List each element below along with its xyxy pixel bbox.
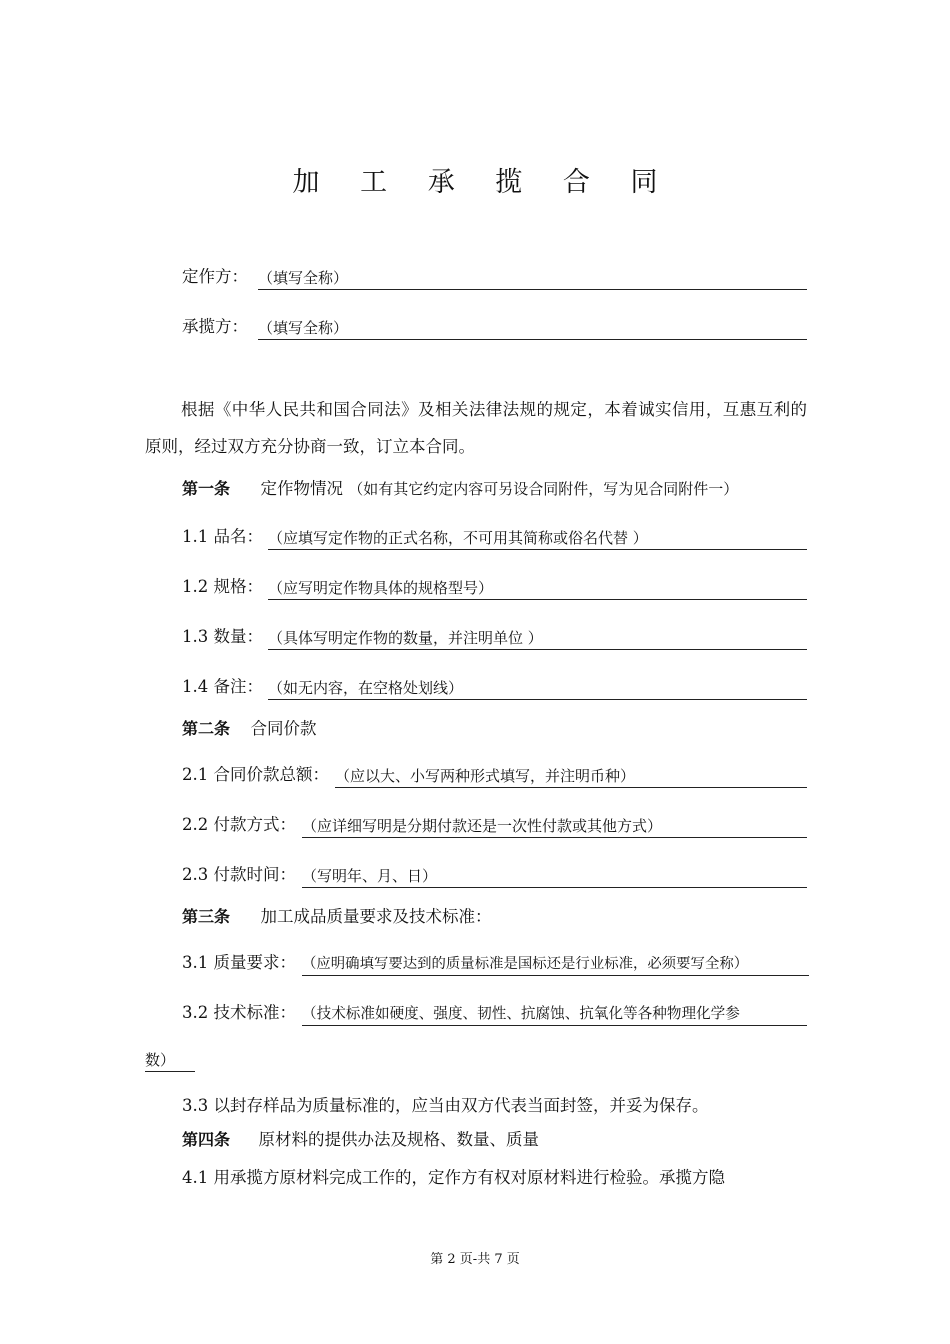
item-spec-field[interactable]: （应写明定作物具体的规格型号） [268, 577, 807, 600]
article4-heading: 第四条 [182, 1130, 231, 1149]
article4-heading-row [182, 1128, 539, 1152]
article1-item2-row [182, 575, 807, 599]
article3-heading-row [182, 905, 492, 929]
page-footer: 第 2 页-共 7 页 [430, 1252, 520, 1267]
article3-title: 加工成品质量要求及技术标准： [260, 907, 492, 926]
article4-title: 原材料的提供办法及规格、数量、质量 [258, 1130, 540, 1149]
payment-time-field[interactable]: （写明年、月、日） [302, 865, 807, 888]
article2-heading: 第二条 [182, 719, 231, 738]
article1-note: （如有其它约定内容可另设合同附件，写为见合同附件一） [348, 480, 739, 498]
party-contractor-field[interactable]: （填写全称） [258, 317, 807, 340]
article1-heading: 第一条 [182, 479, 231, 498]
tech-standard-field-cont[interactable]: 数） [145, 1049, 195, 1072]
party-client-field[interactable]: （填写全称） [258, 267, 807, 290]
quality-req-field[interactable]: （应明确填写要达到的质量标准是国标还是行业标准，必须要写全称） [302, 953, 809, 976]
quality-req-label: 3.1 质量要求： [182, 953, 296, 972]
item-quantity-field[interactable]: （具体写明定作物的数量，并注明单位 ） [268, 627, 807, 650]
tech-standard-field[interactable]: （技术标准如硬度、强度、韧性、抗腐蚀、抗氧化等各种物理化学参 [302, 1003, 807, 1026]
article2-item1-row [182, 763, 807, 787]
party-contractor-row [182, 315, 807, 339]
article1-item1-row [182, 525, 807, 549]
article1-item4-row [182, 675, 807, 699]
price-total-label: 2.1 合同价款总额： [182, 765, 329, 784]
article3-item2-row [182, 1001, 807, 1025]
article2-item2-row [182, 813, 807, 837]
contract-title: 加 工 承 揽 合 同 [292, 167, 674, 198]
article4-item1: 4.1 用承揽方原材料完成工作的，定作方有权对原材料进行检验。承揽方隐 [182, 1168, 725, 1187]
payment-method-label: 2.2 付款方式： [182, 815, 296, 834]
article2-item3-row [182, 863, 807, 887]
article1-title: 定作物情况 [260, 479, 344, 498]
article1-item3-row [182, 625, 807, 649]
article3-item1-row [182, 951, 809, 975]
item-name-label: 1.1 品名： [182, 527, 263, 546]
item-remarks-field[interactable]: （如无内容，在空格处划线） [268, 677, 807, 700]
payment-method-field[interactable]: （应详细写明是分期付款还是一次性付款或其他方式） [302, 815, 807, 838]
article3-heading: 第三条 [182, 907, 231, 926]
party-client-label: 定作方： [182, 267, 248, 286]
article3-item3: 3.3 以封存样品为质量标准的，应当由双方代表当面封签，并妥为保存。 [182, 1096, 709, 1115]
item-name-field[interactable]: （应填写定作物的正式名称，不可用其简称或俗名代替 ） [268, 527, 807, 550]
article1-heading-row [182, 477, 738, 501]
article2-title: 合同价款 [250, 719, 317, 738]
payment-time-label: 2.3 付款时间： [182, 865, 296, 884]
item-remarks-label: 1.4 备注： [182, 677, 263, 696]
intro-paragraph: 根据《中华人民共和国合同法》及相关法律法规的规定，本着诚实信用，互惠互利的原则，经过双方充分协商一致，订立本合同。 [145, 400, 807, 456]
article2-heading-row [182, 717, 317, 741]
tech-standard-label: 3.2 技术标准： [182, 1003, 296, 1022]
item-spec-label: 1.2 规格： [182, 577, 263, 596]
party-client-row [182, 265, 807, 289]
item-quantity-label: 1.3 数量： [182, 627, 263, 646]
party-contractor-label: 承揽方： [182, 317, 248, 336]
price-total-field[interactable]: （应以大、小写两种形式填写，并注明币种） [335, 765, 807, 788]
